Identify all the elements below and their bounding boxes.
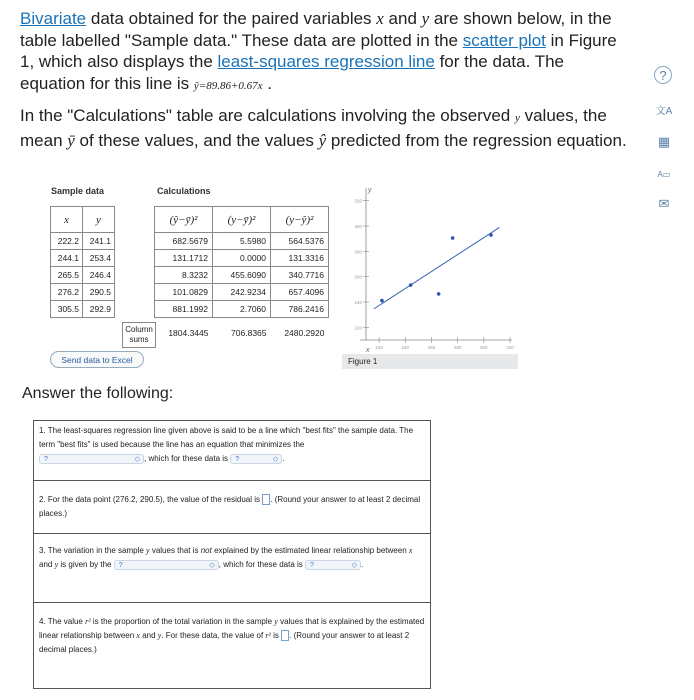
- sum-2: 706.8365: [231, 327, 267, 338]
- header-x: x: [51, 207, 83, 233]
- help-icon[interactable]: ?: [654, 66, 672, 84]
- question-1: 1. The least-squares regression line given above is said to be a line which "best fits" the sample data. The term "best fits" is used because the line has an equation that minimizes the ? ◇ , which for these data is ? ◇ .: [34, 421, 430, 481]
- calculations-title: Calculations: [157, 186, 211, 196]
- table-row: [155, 233, 329, 250]
- figure-caption: Figure 1: [342, 354, 518, 369]
- y-tick-label: 240: [354, 300, 362, 305]
- table-row: [51, 233, 115, 250]
- table-row: [155, 267, 329, 284]
- calc-cell: 8.3232: [155, 267, 213, 284]
- column-sums-label: Column sums: [122, 322, 156, 348]
- send-to-excel-button[interactable]: Send data to Excel: [50, 351, 144, 368]
- calc-cell: 564.5376: [271, 233, 329, 250]
- answer-heading: Answer the following:: [22, 385, 174, 402]
- q1-dropdown-criterion[interactable]: ? ◇: [39, 454, 144, 464]
- least-squares-link[interactable]: least-squares regression line: [217, 52, 435, 71]
- cell-x: 222.2: [51, 233, 83, 250]
- y-tick-label: 220: [354, 325, 362, 331]
- calc-cell: 786.2416: [271, 301, 329, 318]
- question-3: 3. The variation in the sample y values that is not explained by the estimated linear relationship between x and y is given by the ? ◇ , which for these data is ? ◇ .: [34, 534, 430, 603]
- scatter-plot-link[interactable]: scatter plot: [462, 30, 546, 50]
- q4-r-squared-input[interactable]: [281, 630, 289, 641]
- header-y-ybar: (y−ȳ)²: [213, 207, 271, 233]
- calc-cell: 340.7716: [271, 267, 329, 284]
- calc-cell: 455.6090: [213, 267, 271, 284]
- cell-x: 244.1: [51, 250, 83, 267]
- data-point: [489, 233, 493, 237]
- cell-x: 265.5: [51, 267, 83, 284]
- header-y-yhat: (y−ŷ)²: [271, 207, 329, 233]
- mail-icon[interactable]: ✉: [658, 196, 670, 211]
- data-point: [451, 236, 455, 240]
- cell-x: 276.2: [51, 284, 83, 301]
- cell-y: 292.9: [83, 301, 115, 318]
- calc-cell: 242.9234: [213, 284, 271, 301]
- x-tick-label: 240: [401, 345, 410, 350]
- q1-dropdown-value[interactable]: ? ◇: [230, 454, 282, 464]
- x-axis-label: x: [366, 347, 370, 354]
- y-tick-label: 320: [354, 198, 362, 204]
- reference-icon[interactable]: A▭: [657, 169, 671, 179]
- problem-statement: [20, 8, 630, 159]
- bivariate-link[interactable]: Bivariate: [20, 9, 87, 28]
- regression-line: [374, 227, 500, 308]
- table-row: [155, 250, 329, 267]
- sum-3: 2480.2920: [284, 327, 325, 338]
- calc-cell: 131.1712: [155, 250, 213, 267]
- table-row: [51, 301, 115, 318]
- chevron-down-icon: ◇: [272, 455, 279, 463]
- y-axis-label: y: [368, 187, 372, 194]
- x-tick-label: 220: [375, 345, 383, 350]
- table-row: [51, 250, 115, 267]
- intro-paragraph-2: In the "Calculations" table are calculations involving the observed y values, the mean ȳ of these values, and the values ŷ predicted from the regression equation.: [20, 106, 627, 150]
- x-tick-label: 260: [427, 345, 436, 350]
- y-tick-label: 300: [354, 224, 362, 229]
- calc-cell: 131.3316: [271, 250, 329, 267]
- sample-data-table: [50, 206, 115, 318]
- table-row: [155, 301, 329, 318]
- column-sums-row: [155, 318, 329, 348]
- cell-y: 246.4: [83, 267, 115, 284]
- chevron-down-icon: ◇: [351, 561, 358, 569]
- calculator-icon[interactable]: ▦: [657, 134, 671, 149]
- translate-icon[interactable]: 文A: [655, 105, 673, 117]
- table-row: [51, 284, 115, 301]
- x-tick-label: 280: [453, 345, 462, 350]
- data-point: [437, 292, 441, 296]
- table-row: [155, 284, 329, 301]
- calculations-table: [154, 206, 329, 348]
- calc-cell: 657.4096: [271, 284, 329, 301]
- cell-x: 305.5: [51, 301, 83, 318]
- cell-y: 241.1: [83, 233, 115, 250]
- q3-dropdown-value[interactable]: ? ◇: [305, 560, 361, 570]
- chevron-down-icon: ◇: [134, 455, 140, 463]
- calc-cell: 5.5980: [213, 233, 271, 250]
- cell-y: 253.4: [83, 250, 115, 267]
- table-row: [51, 267, 115, 284]
- scatter-plot: [342, 180, 518, 370]
- data-point: [409, 283, 413, 287]
- questions-box: [33, 420, 431, 689]
- sum-1: 1804.3445: [168, 327, 209, 338]
- calc-cell: 682.5679: [155, 233, 213, 250]
- data-point: [380, 299, 384, 303]
- y-tick-label: 280: [354, 249, 362, 255]
- cell-y: 290.5: [83, 284, 115, 301]
- calc-cell: 101.0829: [155, 284, 213, 301]
- y-tick-label: 260: [354, 274, 362, 280]
- sample-data-title: Sample data: [51, 186, 105, 196]
- intro-paragraph-1: Bivariate data obtained for the paired variables x and y are shown below, in the table labelled "Sample data." These data are plotted in the scatter plot in Figure 1, which also displays the least-squares regression line for the data. The equation for this line is ŷ=89.86+0.67x .: [20, 9, 617, 93]
- chevron-down-icon: ◇: [209, 561, 215, 569]
- question-4: 4. The value r² is the proportion of the total variation in the sample y values that is explained by the estimated linear relationship between x and y. For these data, the value of r² is . (Round your answer to at least 2 decimal places.): [39, 617, 425, 654]
- x-tick-label: 320: [506, 345, 514, 350]
- header-yhat-ybar: (ŷ−ȳ)²: [155, 207, 213, 233]
- calc-cell: 2.7060: [213, 301, 271, 318]
- x-tick-label: 300: [480, 345, 488, 350]
- question-2: 2. For the data point (276.2, 290.5), the value of the residual is . (Round your answer to at least 2 decimal places.): [34, 481, 430, 534]
- calc-cell: 0.0000: [213, 250, 271, 267]
- calc-cell: 881.1992: [155, 301, 213, 318]
- regression-equation: ŷ=89.86+0.67x: [193, 79, 263, 92]
- header-y: y: [83, 207, 115, 233]
- q3-dropdown-measure[interactable]: ? ◇: [114, 560, 219, 570]
